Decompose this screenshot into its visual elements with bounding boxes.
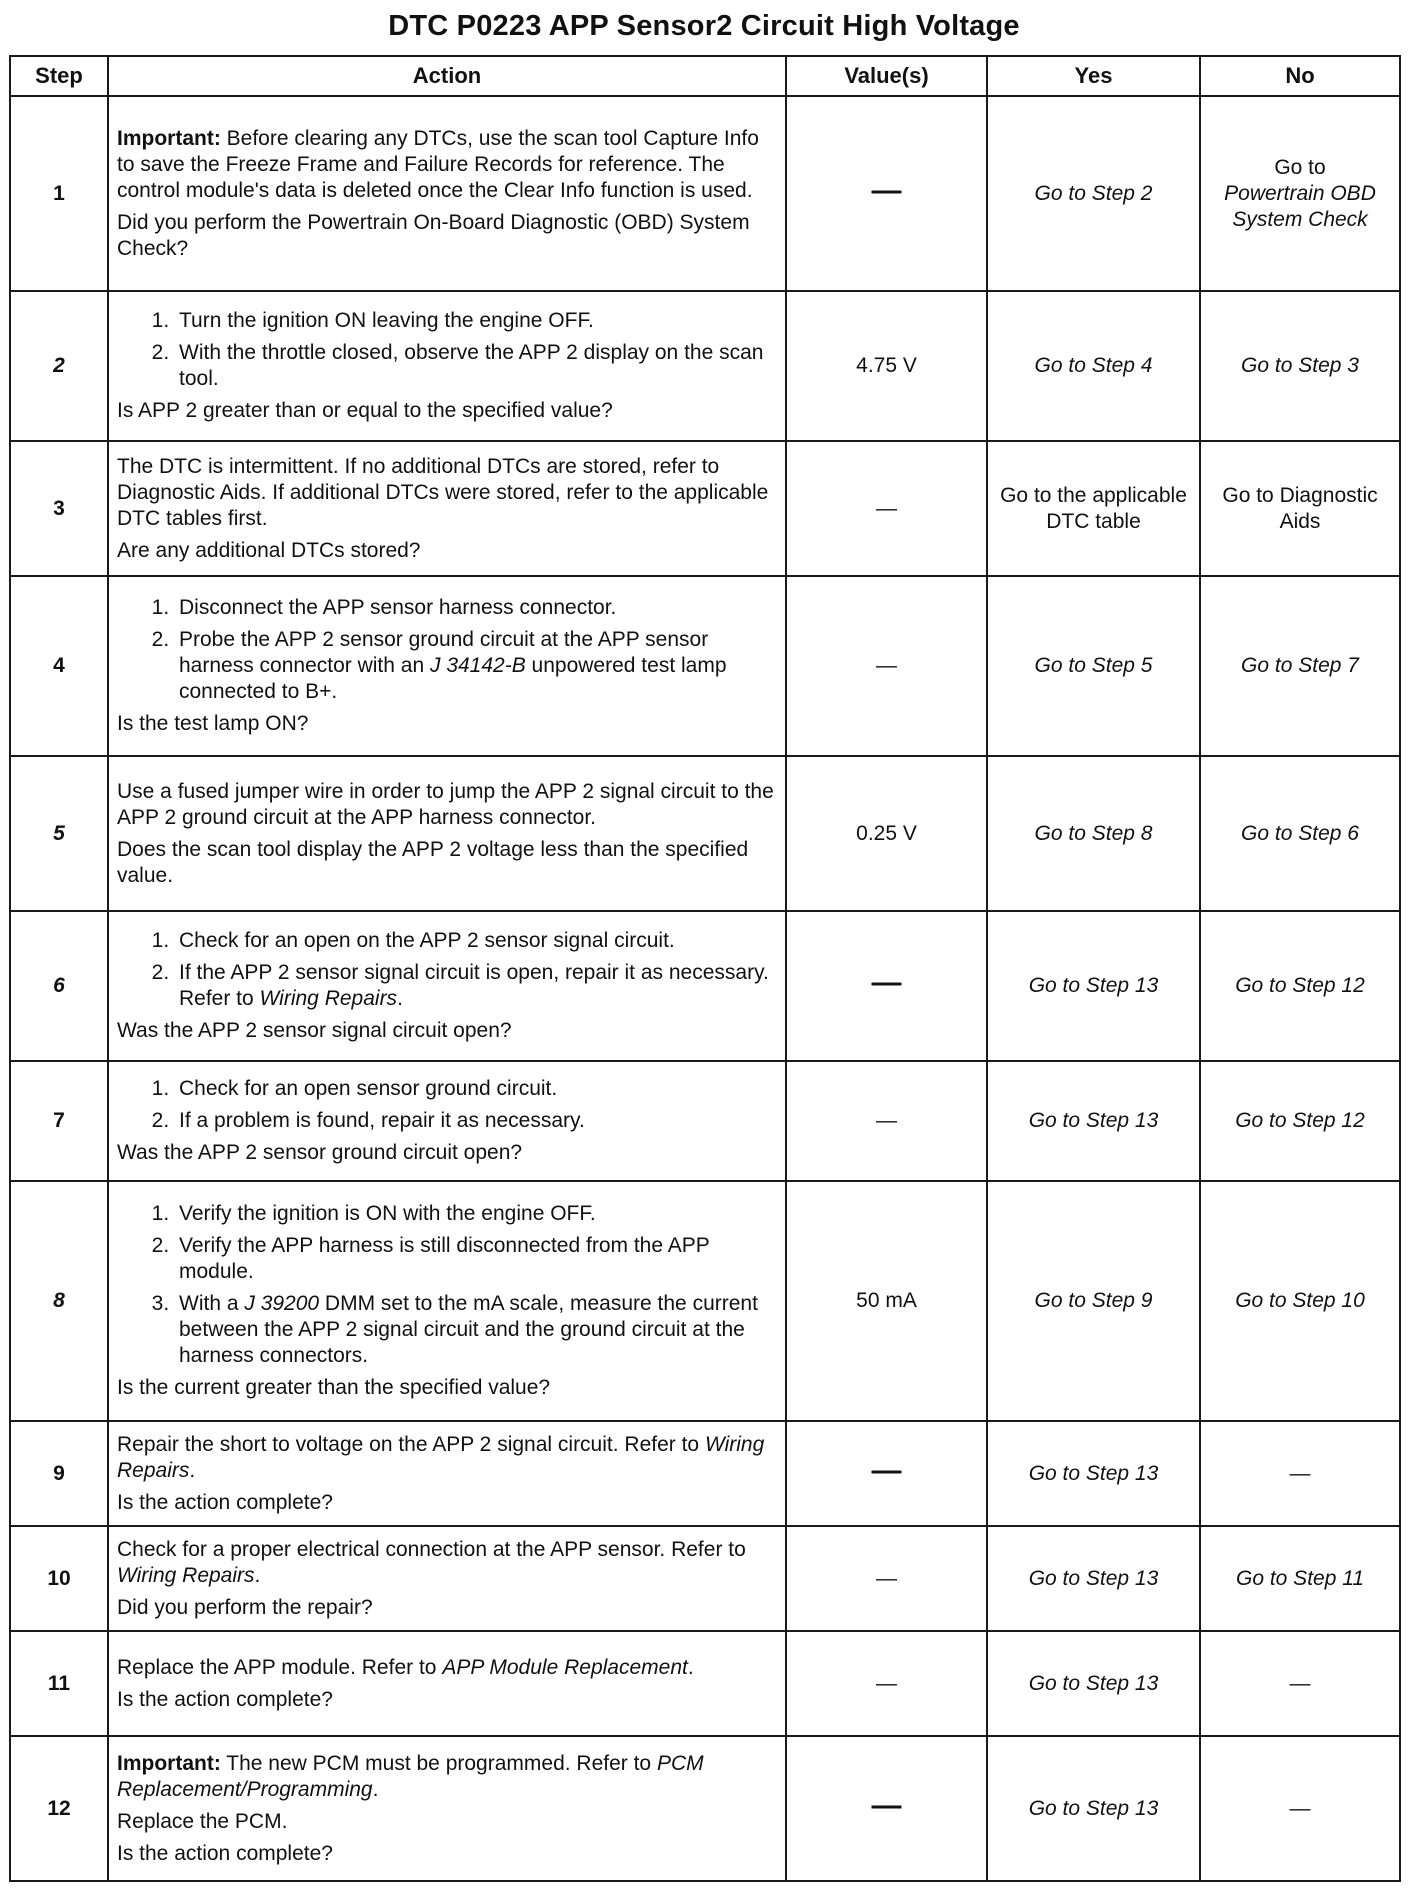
page-title: DTC P0223 APP Sensor2 Circuit High Voltage bbox=[388, 10, 1020, 42]
header-step: Step bbox=[10, 56, 108, 96]
step-number: 4 bbox=[10, 576, 108, 756]
table-row bbox=[10, 1061, 1400, 1181]
step-number: 9 bbox=[10, 1421, 108, 1526]
action-cell bbox=[108, 1526, 786, 1631]
no-link[interactable]: Go to Diagnostic Aids bbox=[1222, 483, 1378, 533]
important-label: Important: bbox=[117, 1751, 221, 1775]
action-cell bbox=[108, 96, 786, 291]
yes-link[interactable]: Go to Step 8 bbox=[1034, 821, 1153, 845]
table-row bbox=[10, 1736, 1400, 1881]
action-list-item: 2. If a problem is found, repair it as necessary. bbox=[175, 1108, 777, 1134]
item-text: Probe the APP 2 sensor ground circuit at the APP sensor harness connector with an bbox=[179, 628, 709, 677]
important-text: The new PCM must be programmed. Refer to bbox=[220, 1751, 657, 1775]
action-list bbox=[117, 308, 777, 392]
table-row bbox=[10, 1631, 1400, 1736]
yes-cell bbox=[987, 1421, 1200, 1526]
item-text: . bbox=[397, 987, 403, 1010]
action-cell bbox=[108, 1631, 786, 1736]
no-link[interactable]: Go to Step 10 bbox=[1235, 1289, 1365, 1312]
action-text bbox=[117, 1537, 777, 1589]
value-text: — bbox=[871, 966, 902, 999]
step-number: 1 bbox=[10, 96, 108, 291]
action-list bbox=[117, 1076, 777, 1134]
reference-link[interactable]: APP Module Replacement bbox=[442, 1655, 688, 1679]
tool-name: J 39200 bbox=[244, 1292, 320, 1315]
yes-link[interactable]: Go to the applicable DTC table bbox=[1000, 483, 1187, 533]
reference-link[interactable]: Wiring Repairs bbox=[117, 1563, 255, 1587]
yes-cell bbox=[987, 911, 1200, 1061]
yes-cell bbox=[987, 1181, 1200, 1421]
step-number: 7 bbox=[10, 1061, 108, 1181]
value-cell bbox=[786, 96, 987, 291]
no-cell: — bbox=[1200, 1736, 1400, 1881]
action-cell bbox=[108, 576, 786, 756]
action-text-part: . bbox=[687, 1655, 694, 1679]
reference-link[interactable]: Wiring Repairs bbox=[117, 1432, 765, 1482]
action-text bbox=[117, 1655, 777, 1681]
no-link[interactable]: Go to Step 7 bbox=[1241, 654, 1359, 677]
no-cell bbox=[1200, 441, 1400, 576]
important-label: Important: bbox=[117, 126, 221, 150]
step-number: 6 bbox=[10, 911, 108, 1061]
no-cell: — bbox=[1200, 1421, 1400, 1526]
action-cell bbox=[108, 911, 786, 1061]
value-cell: — bbox=[786, 441, 987, 576]
yes-link[interactable]: Go to Step 13 bbox=[1028, 1796, 1159, 1820]
no-link[interactable]: Go to Step 12 bbox=[1235, 1109, 1365, 1132]
no-cell bbox=[1200, 756, 1400, 911]
diagnostic-table bbox=[9, 55, 1401, 1882]
action-question: Is APP 2 greater than or equal to the specified value? bbox=[117, 399, 613, 422]
value-cell: 50 mA bbox=[786, 1181, 987, 1421]
action-cell bbox=[108, 1061, 786, 1181]
header-action: Action bbox=[108, 56, 786, 96]
action-question: Does the scan tool display the APP 2 voltage less than the specified value. bbox=[117, 837, 749, 887]
no-cell bbox=[1200, 576, 1400, 756]
action-cell bbox=[108, 1181, 786, 1421]
value-text: — bbox=[871, 1453, 902, 1487]
important-note bbox=[117, 1751, 777, 1803]
value-cell bbox=[786, 1421, 987, 1526]
action-list-item bbox=[175, 627, 777, 705]
header-values: Value(s) bbox=[786, 56, 987, 96]
action-list-item: 2. Verify the APP harness is still disconnected from the APP module. bbox=[175, 1233, 777, 1285]
action-list-item: 2. With the throttle closed, observe the APP 2 display on the scan tool. bbox=[175, 340, 777, 392]
action-question: Did you perform the repair? bbox=[117, 1595, 373, 1619]
no-link[interactable]: Powertrain OBD System Check bbox=[1224, 181, 1376, 231]
action-cell bbox=[108, 1421, 786, 1526]
step-number: 8 bbox=[10, 1181, 108, 1421]
yes-link[interactable]: Go to Step 13 bbox=[1028, 1566, 1159, 1590]
table-row bbox=[10, 1181, 1400, 1421]
table-row bbox=[10, 291, 1400, 441]
action-text-part: Repair the short to voltage on the APP 2 signal circuit. Refer to bbox=[117, 1432, 705, 1456]
yes-link[interactable]: Go to Step 13 bbox=[1028, 974, 1159, 997]
action-cell bbox=[108, 1736, 786, 1881]
value-text: — bbox=[871, 173, 902, 207]
yes-link[interactable]: Go to Step 13 bbox=[1028, 1109, 1159, 1132]
no-cell bbox=[1200, 96, 1400, 291]
action-list bbox=[117, 595, 777, 705]
tool-name: J 34142-B bbox=[429, 654, 526, 677]
action-question: Is the action complete? bbox=[117, 1687, 333, 1711]
yes-link[interactable]: Go to Step 13 bbox=[1028, 1671, 1159, 1695]
value-cell: 0.25 V bbox=[786, 756, 987, 911]
yes-cell bbox=[987, 96, 1200, 291]
action-list-item: 1. Verify the ignition is ON with the engine OFF. bbox=[175, 1201, 777, 1227]
action-text-part: . bbox=[189, 1458, 196, 1482]
table-row bbox=[10, 1526, 1400, 1631]
action-cell bbox=[108, 441, 786, 576]
header-no: No bbox=[1200, 56, 1400, 96]
value-text: — bbox=[871, 1788, 902, 1822]
yes-link[interactable]: Go to Step 13 bbox=[1028, 1461, 1159, 1485]
step-number: 10 bbox=[10, 1526, 108, 1631]
action-cell bbox=[108, 291, 786, 441]
action-question: Did you perform the Powertrain On-Board Diagnostic (OBD) System Check? bbox=[117, 210, 750, 260]
no-cell bbox=[1200, 911, 1400, 1061]
value-cell: — bbox=[786, 1061, 987, 1181]
yes-cell bbox=[987, 576, 1200, 756]
yes-cell bbox=[987, 441, 1200, 576]
header-yes: Yes bbox=[987, 56, 1200, 96]
step-number: 2 bbox=[10, 291, 108, 441]
yes-cell bbox=[987, 291, 1200, 441]
table-row bbox=[10, 441, 1400, 576]
item-text: If the APP 2 sensor signal circuit is open, repair it as necessary. Refer to bbox=[179, 961, 769, 1010]
step-number: 5 bbox=[10, 756, 108, 911]
step-number: 11 bbox=[10, 1631, 108, 1736]
value-cell: — bbox=[786, 1631, 987, 1736]
action-list-item bbox=[175, 1291, 777, 1369]
step-number: 3 bbox=[10, 441, 108, 576]
step-number: 12 bbox=[10, 1736, 108, 1881]
action-list bbox=[117, 928, 777, 1012]
no-link[interactable]: Go to Step 6 bbox=[1241, 821, 1359, 845]
important-note bbox=[117, 126, 777, 204]
action-list-item bbox=[175, 960, 777, 1012]
table-row bbox=[10, 911, 1400, 1061]
yes-cell bbox=[987, 1061, 1200, 1181]
reference-link[interactable]: Wiring Repairs bbox=[259, 987, 398, 1010]
item-text: unpowered test lamp connected to B+. bbox=[179, 654, 727, 703]
value-cell: — bbox=[786, 576, 987, 756]
table-row bbox=[10, 576, 1400, 756]
no-link[interactable]: Go to Step 12 bbox=[1235, 974, 1365, 997]
no-cell bbox=[1200, 291, 1400, 441]
yes-cell bbox=[987, 1526, 1200, 1631]
action-question: Is the test lamp ON? bbox=[117, 712, 309, 735]
value-cell: — bbox=[786, 1526, 987, 1631]
action-cell bbox=[108, 756, 786, 911]
no-cell: — bbox=[1200, 1631, 1400, 1736]
no-cell bbox=[1200, 1061, 1400, 1181]
action-question: Was the APP 2 sensor ground circuit open? bbox=[117, 1141, 523, 1164]
yes-cell bbox=[987, 1631, 1200, 1736]
no-prefix: Go to bbox=[1274, 155, 1326, 179]
action-list-item: 1. Turn the ignition ON leaving the engine OFF. bbox=[175, 308, 777, 334]
action-text: Use a fused jumper wire in order to jump the APP 2 signal circuit to the APP 2 ground circuit at the APP harness connector. bbox=[117, 779, 774, 829]
yes-cell bbox=[987, 1736, 1200, 1881]
no-link[interactable]: Go to Step 11 bbox=[1235, 1566, 1365, 1590]
action-text-part: Replace the APP module. Refer to bbox=[117, 1655, 443, 1679]
action-question: Are any additional DTCs stored? bbox=[117, 538, 421, 562]
yes-cell bbox=[987, 756, 1200, 911]
action-question: Is the action complete? bbox=[117, 1841, 333, 1865]
action-text: The DTC is intermittent. If no additional DTCs are stored, refer to Diagnostic Aids. If additional DTCs were stored, refer to the applicable DTC tables first. bbox=[117, 454, 769, 530]
yes-link[interactable]: Go to Step 5 bbox=[1034, 654, 1153, 677]
important-text: . bbox=[372, 1777, 379, 1801]
action-question: Is the current greater than the specified value? bbox=[117, 1376, 551, 1399]
table-row bbox=[10, 1421, 1400, 1526]
action-question: Was the APP 2 sensor signal circuit open? bbox=[117, 1019, 512, 1042]
important-text: Before clearing any DTCs, use the scan tool Capture Info to save the Freeze Frame and Failure Records for reference. The control module's data is deleted once the Clear Info function is used. bbox=[117, 126, 759, 202]
header-row bbox=[10, 56, 1400, 96]
yes-link[interactable]: Go to Step 2 bbox=[1034, 181, 1153, 205]
action-text: Replace the PCM. bbox=[117, 1809, 288, 1833]
yes-link[interactable]: Go to Step 9 bbox=[1034, 1289, 1153, 1312]
action-list bbox=[117, 1201, 777, 1369]
action-list-item: 1. Disconnect the APP sensor harness connector. bbox=[175, 595, 777, 621]
action-text bbox=[117, 1432, 777, 1484]
action-list-item: 1. Check for an open sensor ground circuit. bbox=[175, 1076, 777, 1102]
no-link[interactable]: Go to Step 3 bbox=[1241, 354, 1359, 377]
table-row bbox=[10, 96, 1400, 291]
action-list-item: 1. Check for an open on the APP 2 sensor signal circuit. bbox=[175, 928, 777, 954]
item-text: With a bbox=[179, 1292, 245, 1315]
value-cell bbox=[786, 911, 987, 1061]
yes-link[interactable]: Go to Step 4 bbox=[1034, 354, 1153, 377]
action-question: Is the action complete? bbox=[117, 1490, 333, 1514]
action-text-part: . bbox=[254, 1563, 261, 1587]
action-text-part: Check for a proper electrical connection at the APP sensor. Refer to bbox=[117, 1537, 746, 1561]
value-cell: 4.75 V bbox=[786, 291, 987, 441]
item-text: DMM set to the mA scale, measure the current between the APP 2 signal circuit and the ground circuit at the harness connectors. bbox=[179, 1292, 758, 1367]
reference-link[interactable]: PCM Replacement/Programming bbox=[117, 1751, 704, 1801]
value-cell bbox=[786, 1736, 987, 1881]
no-cell bbox=[1200, 1526, 1400, 1631]
no-cell bbox=[1200, 1181, 1400, 1421]
table-row bbox=[10, 756, 1400, 911]
